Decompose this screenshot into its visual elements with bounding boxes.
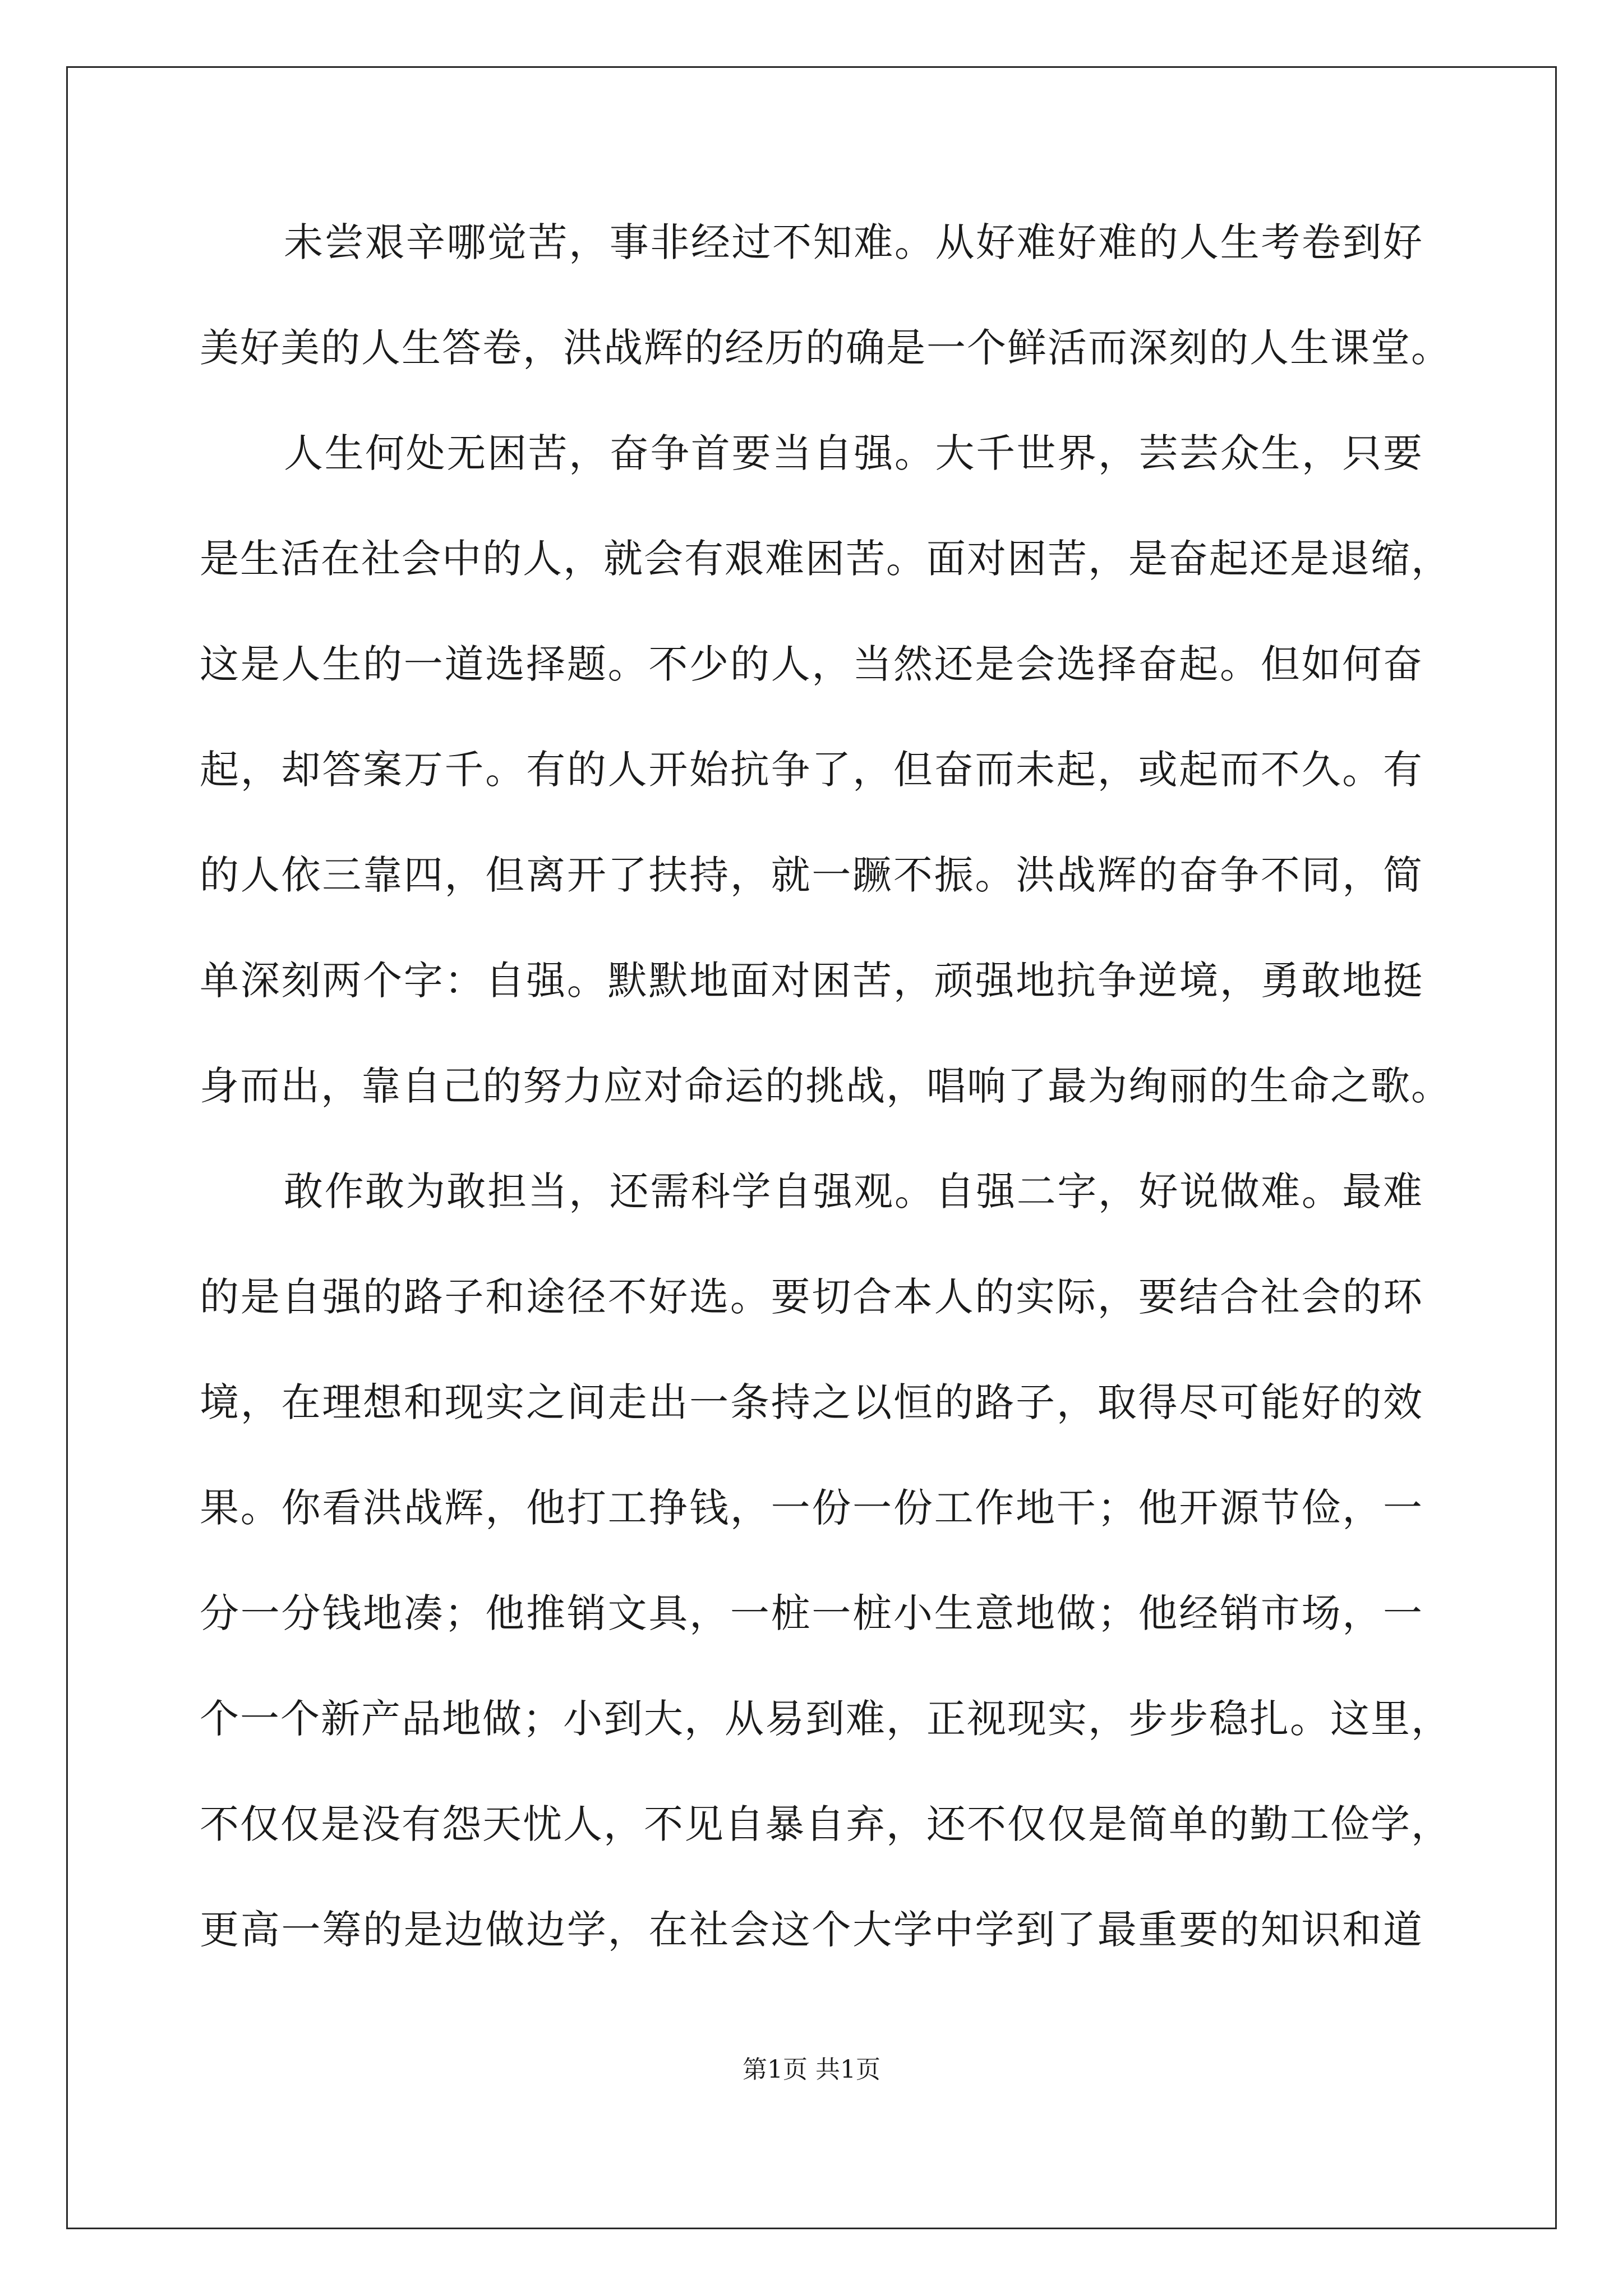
text-line: 不仅仅是没有怨天忧人，不见自暴自弃，还不仅仅是简单的勤工俭学， [200, 1801, 1451, 1847]
text-line: 敢作敢为敢担当，还需科学自强观。自强二字，好说做难。最难 [284, 1168, 1423, 1214]
text-line: 这是人生的一道选择题。不少的人，当然还是会选择奋起。但如何奋 [200, 641, 1423, 687]
text-line: 果。你看洪战辉，他打工挣钱，一份一份工作地干；他开源节俭，一 [200, 1485, 1423, 1531]
text-line: 境，在理想和现实之间走出一条持之以恒的路子，取得尽可能好的效 [200, 1379, 1423, 1425]
text-line: 单深刻两个字：自强。默默地面对困苦，顽强地抗争逆境，勇敢地挺 [200, 958, 1423, 1004]
text-line: 未尝艰辛哪觉苦，事非经过不知难。从好难好难的人生考卷到好 [284, 219, 1423, 265]
text-line: 分一分钱地凑；他推销文具，一桩一桩小生意地做；他经销市场，一 [200, 1590, 1423, 1636]
text-line: 是生活在社会中的人，就会有艰难困苦。面对困苦，是奋起还是退缩， [200, 536, 1451, 582]
text-line: 的是自强的路子和途径不好选。要切合本人的实际，要结合社会的环 [200, 1274, 1423, 1320]
text-line: 个一个新产品地做；小到大，从易到难，正视现实，步步稳扎。这里， [200, 1696, 1451, 1742]
text-line: 起，却答案万千。有的人开始抗争了，但奋而未起，或起而不久。有 [200, 747, 1423, 793]
text-line: 人生何处无困苦，奋争首要当自强。大千世界，芸芸众生，只要 [284, 430, 1423, 476]
text-line: 美好美的人生答卷，洪战辉的经历的确是一个鲜活而深刻的人生课堂。 [200, 325, 1451, 371]
page-footer: 第1页 共1页 [743, 2055, 880, 2084]
text-line: 身而出，靠自己的努力应对命运的挑战，唱响了最为绚丽的生命之歌。 [200, 1063, 1451, 1109]
text-line: 的人依三靠四，但离开了扶持，就一蹶不振。洪战辉的奋争不同，简 [200, 852, 1423, 898]
text-line: 更高一筹的是边做边学，在社会这个大学中学到了最重要的知识和道 [200, 1907, 1423, 1953]
